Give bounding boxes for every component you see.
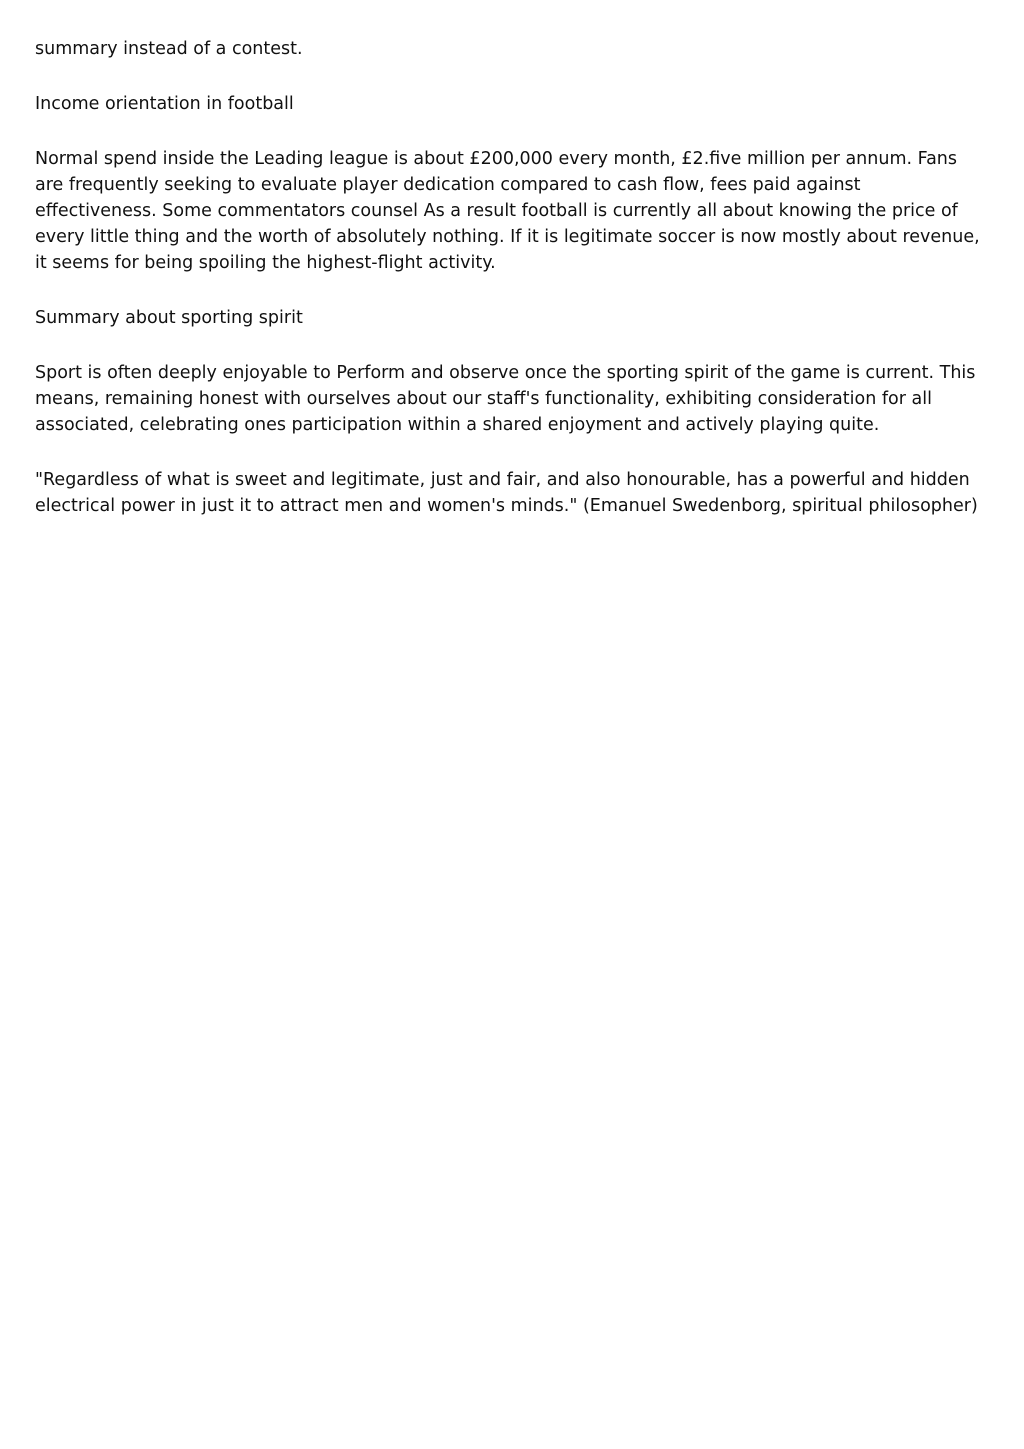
heading-income-orientation: Income orientation in football [35,94,294,114]
paragraph-quote: "Regardless of what is sweet and legitimate, just and fair, and also honourable, has a powerful and hidden electrical power in just it to attract men and women's minds." (Emanuel Swedenborg, spiritual philosopher) [35,470,978,516]
document-page [35,36,985,548]
paragraph-sporting-spirit: Sport is often deeply enjoyable to Perform and observe once the sporting spirit of the game is current. This means, remaining honest with ourselves about our staff's functionality, exhibiting consideration for all associated, celebrating ones participation within a shared enjoyment and actively playing quite. [35,363,976,435]
paragraph-continuation: summary instead of a contest. [35,39,303,59]
paragraph-income: Normal spend inside the Leading league is about £200,000 every month, £2.five million per annum. Fans are frequently seeking to evaluate player dedication compared to cash flow, fees paid against effectiveness. Some commentators counsel As a result football is currently all about knowing the price of every little thing and the worth of absolutely nothing. If it is legitimate soccer is now mostly about revenue, it seems for being spoiling the highest-flight activity. [35,149,980,273]
heading-sporting-spirit: Summary about sporting spirit [35,308,303,328]
